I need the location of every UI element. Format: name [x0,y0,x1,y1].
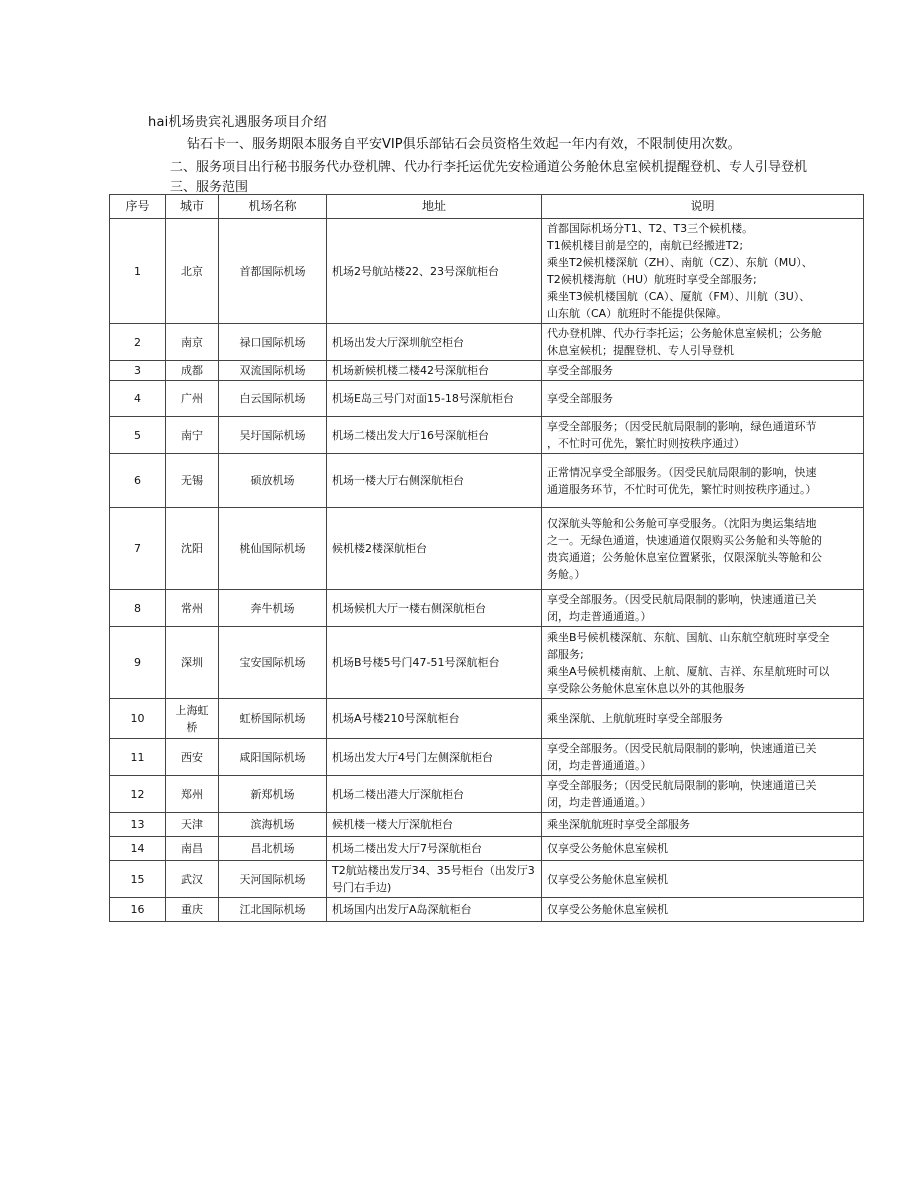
cell-airport: 硕放机场 [219,454,327,508]
description-line: T2候机楼海航（HU）航班时享受全部服务; [547,273,757,286]
description-line: T1候机楼目前是空的，南航已经搬进T2; [547,239,744,252]
cell-description [542,739,864,776]
airport-service-table [109,194,864,922]
cell-airport: 昌北机场 [219,837,327,861]
description-line: 享受全部服务。（因受民航局限制的影响，快速通道已关 [547,593,817,606]
cell-city: 南京 [166,324,219,361]
cell-city: 成都 [166,361,219,381]
cell-no: 3 [110,361,166,381]
cell-no: 11 [110,739,166,776]
table-row [110,417,864,454]
table-row [110,508,864,590]
cell-airport: 桃仙国际机场 [219,508,327,590]
table-row [110,590,864,627]
cell-address: 机场A号楼210号深航柜台 [327,699,542,739]
cell-airport: 奔牛机场 [219,590,327,627]
cell-description [542,590,864,627]
document-title: hai机场贵宾礼遇服务项目介绍 [148,115,327,130]
cell-no: 4 [110,381,166,417]
cell-address: 机场二楼出发大厅16号深航柜台 [327,417,542,454]
description-line: 山东航（CA）航班时不能提供保障。 [547,307,728,320]
cell-no: 13 [110,813,166,837]
table-row [110,699,864,739]
service-scope-heading: 三、服务范围 [170,180,249,195]
table-row [110,454,864,508]
description-line: 乘坐A号候机楼南航、上航、厦航、吉祥、东星航班时可以 [547,664,830,678]
cell-no: 14 [110,837,166,861]
cell-city: 广州 [166,381,219,417]
cell-description [542,813,864,837]
service-items-text: 二、服务项目出行秘书服务代办登机牌、代办行李托运优先安检通道公务舱休息室候机提醒登机、专人引导登机 [170,160,808,175]
cell-no: 15 [110,861,166,898]
description-line: 仅享受公务舱休息室候机 [547,903,668,916]
table-row [110,898,864,922]
description-line: 闭，均走普通通道。） [547,610,652,623]
description-line: 享受除公务舱休息室休息以外的其他服务 [547,681,745,695]
cell-airport: 滨海机场 [219,813,327,837]
cell-address: 机场候机大厅一楼右侧深航柜台 [327,590,542,627]
header-description: 说明 [542,195,864,219]
cell-address: 机场E岛三号门对面15-18号深航柜台 [327,381,542,417]
header-airport: 机场名称 [219,195,327,219]
cell-airport: 白云国际机场 [219,381,327,417]
cell-address: 机场国内出发厅A岛深航柜台 [327,898,542,922]
cell-airport: 吴圩国际机场 [219,417,327,454]
cell-address: 候机楼一楼大厅深航柜台 [327,813,542,837]
description-line: 部服务; [547,647,584,661]
description-line: ，不忙时可优先，繁忙时则按秩序通过） [547,437,745,450]
description-line: 代办登机牌、代办行李托运；公务舱休息室候机；公务舱 [547,327,822,340]
description-line: 乘坐T3候机楼国航（CA）、厦航（FM）、川航（3U）、 [547,290,811,303]
cell-airport: 天河国际机场 [219,861,327,898]
cell-airport: 咸阳国际机场 [219,739,327,776]
cell-description [542,699,864,739]
header-no: 序号 [110,195,166,219]
description-line: 享受全部服务；（因受民航局限制的影响，绿色通道环节 [547,420,817,433]
cell-description [542,417,864,454]
table-row [110,837,864,861]
description-line: 仅享受公务舱休息室候机 [547,842,668,855]
description-line: 享受全部服务 [547,364,613,377]
cell-no: 6 [110,454,166,508]
header-city: 城市 [166,195,219,219]
description-line: 乘坐深航、上航航班时享受全部服务 [547,712,723,725]
cell-description [542,837,864,861]
cell-address: 机场2号航站楼22、23号深航柜台 [327,219,542,324]
cell-city: 南昌 [166,837,219,861]
cell-description [542,508,864,590]
description-line: 通道服务环节，不忙时可优先，繁忙时则按秩序通过。） [547,482,817,496]
description-line: 享受全部服务。（因受民航局限制的影响，快速通道已关 [547,742,817,755]
cell-description [542,627,864,699]
cell-address: T2航站楼出发厅34、35号柜台（出发厅3号门右手边) [327,861,542,898]
description-line: 乘坐深航航班时享受全部服务 [547,818,690,831]
cell-no: 12 [110,776,166,813]
cell-airport: 虹桥国际机场 [219,699,327,739]
cell-city: 北京 [166,219,219,324]
cell-address: 机场一楼大厅右侧深航柜台 [327,454,542,508]
cell-description [542,861,864,898]
table-row [110,739,864,776]
table-row [110,324,864,361]
cell-no: 8 [110,590,166,627]
table-row [110,361,864,381]
cell-no: 10 [110,699,166,739]
table-row [110,219,864,324]
cell-no: 16 [110,898,166,922]
description-line: 贵宾通道；公务舱休息室位置紧张，仅限深航头等舱和公 [547,550,822,564]
description-line: 闭，均走普通通道。） [547,759,652,772]
cell-city: 无锡 [166,454,219,508]
table-row [110,813,864,837]
description-line: 仅深航头等舱和公务舱可享受服务。（沈阳为奥运集结地 [547,516,817,530]
description-line: 乘坐B号候机楼深航、东航、国航、山东航空航班时享受全 [547,630,830,644]
cell-city: 常州 [166,590,219,627]
table-row [110,381,864,417]
cell-airport: 宝安国际机场 [219,627,327,699]
cell-no: 9 [110,627,166,699]
cell-airport: 江北国际机场 [219,898,327,922]
description-line: 享受全部服务 [547,392,613,405]
description-line: 休息室候机；提醒登机、专人引导登机 [547,344,734,357]
cell-description [542,454,864,508]
cell-description [542,898,864,922]
cell-city: 重庆 [166,898,219,922]
cell-description [542,381,864,417]
cell-airport: 首都国际机场 [219,219,327,324]
cell-airport: 双流国际机场 [219,361,327,381]
table-row [110,861,864,898]
cell-address: 候机楼2楼深航柜台 [327,508,542,590]
cell-city: 郑州 [166,776,219,813]
cell-city: 武汉 [166,861,219,898]
cell-description [542,776,864,813]
cell-airport: 禄口国际机场 [219,324,327,361]
description-line: 首都国际机场分T1、T2、T3三个候机楼。 [547,222,754,235]
cell-city: 天津 [166,813,219,837]
cell-no: 5 [110,417,166,454]
table-body [110,219,864,922]
service-period-text: 钻石卡一、服务期限本服务自平安VIP俱乐部钻石会员资格生效起一年内有效，不限制使用次数。 [187,137,741,152]
description-line: 之一。无绿色通道，快速通道仅限购买公务舱和头等舱的 [547,533,822,547]
cell-description [542,324,864,361]
description-line: 正常情况享受全部服务。（因受民航局限制的影响，快速 [547,465,817,479]
cell-city: 沈阳 [166,508,219,590]
cell-city: 南宁 [166,417,219,454]
cell-description [542,361,864,381]
description-line: 享受全部服务；（因受民航局限制的影响，快速通道已关 [547,779,817,792]
description-line: 仅享受公务舱休息室候机 [547,872,668,886]
cell-city: 上海虹桥 [166,699,219,739]
cell-no: 2 [110,324,166,361]
cell-no: 1 [110,219,166,324]
cell-address: 机场新候机楼二楼42号深航柜台 [327,361,542,381]
cell-description [542,219,864,324]
header-address: 地址 [327,195,542,219]
cell-address: 机场出发大厅4号门左侧深航柜台 [327,739,542,776]
cell-address: 机场B号楼5号门47-51号深航柜台 [327,627,542,699]
cell-no: 7 [110,508,166,590]
cell-city: 深圳 [166,627,219,699]
table-header-row [110,195,864,219]
cell-address: 机场出发大厅深圳航空柜台 [327,324,542,361]
cell-airport: 新郑机场 [219,776,327,813]
description-line: 乘坐T2候机楼深航（ZH）、南航（CZ）、东航（MU）、 [547,256,813,269]
cell-address: 机场二楼出港大厅深航柜台 [327,776,542,813]
table-row [110,776,864,813]
cell-address: 机场二楼出发大厅7号深航柜台 [327,837,542,861]
cell-city: 西安 [166,739,219,776]
description-line: 务舱。） [547,567,586,581]
description-line: 闭，均走普通通道。） [547,796,652,809]
table-row [110,627,864,699]
